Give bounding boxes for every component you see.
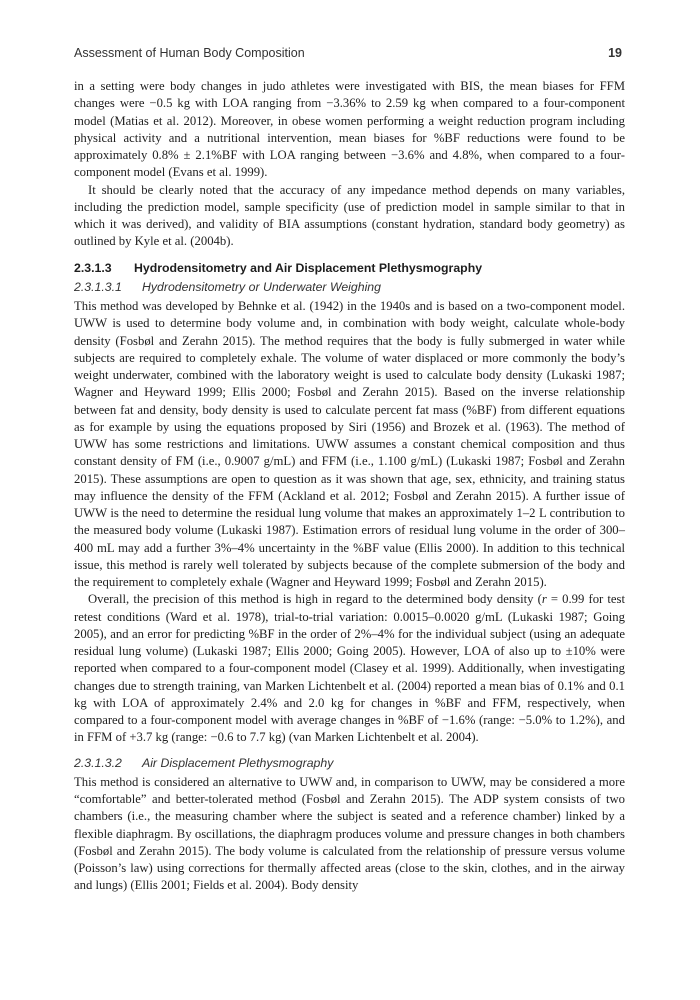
- running-header: [74, 46, 622, 60]
- running-title: Assessment of Human Body Composition: [74, 46, 305, 60]
- paragraph-text: Overall, the precision of this method is high in regard to the determined body density (: [88, 592, 542, 607]
- subsection-number: 2.3.1.3.2: [74, 755, 122, 770]
- subsection-title: Air Displacement Plethysmography: [142, 755, 334, 770]
- paragraph-accuracy-note: It should be clearly noted that the accuracy of any impedance method depends on many variables, including the prediction model, sample specificity (use of prediction model in sample similar to that in which it was derived), and validity of BIA assumptions (constant hydration, standard body geometry) as outlined by Kyle et al. (2004b).: [74, 182, 625, 249]
- subsection-heading-adp: [74, 755, 625, 772]
- paragraph-uww-method: This method was developed by Behnke et al. (1942) in the 1940s and is based on a two-component model. UWW is used to determine body volume and, in combination with body weight, calculate whole-body density (Fosbøl and Zerahn 2015). The method requires that the body is fully submerged in water while subjects are required to completely exhale. The volume of water displaced or more commonly the body’s weight underwater, combined with the laboratory weight is used to calculate body density (Lukaski 1987; Wagner and Heyward 1999; Ellis 2000; Fosbøl and Zerahn 2015). Based on the inverse relationship between fat and density, body density is used to calculate percent fat mass (%BF) from different equations as for example by using the equations proposed by Siri (1956) and Brozek et al. (1963). The method of UWW has some restrictions and limitations. UWW assumes a constant chemical composition and thus constant density of FM (i.e., 0.9007 g/mL) and FFM (i.e., 1.100 g/mL) (Lukaski 1987; Fosbøl and Zerahn 2015). These assumptions are open to question as it was shown that age, sex, ethnicity, and training status may influence the density of the FFM (Ackland et al. 2012; Fosbøl and Zerahn 2015). A further issue of UWW is the need to determine the residual lung volume that makes an approximately 1–2 L contribution to the measured body volume (Lukaski 1987). Estimation errors of residual lung volume in the order of 300–400 mL may add a further 3%–4% uncertainty in the %BF value (Ellis 2000). In addition to this technical issue, this method is rarely well tolerated by subjects because of the complete submersion of the body and the requirement to completely exhale (Wagner and Heyward 1999; Fosbøl and Zerahn 2015).: [74, 299, 625, 589]
- subsection-heading-uww: [74, 279, 625, 296]
- section-title: Hydrodensitometry and Air Displacement Plethysmography: [134, 260, 483, 275]
- page-number: 19: [608, 46, 622, 60]
- subsection-title: Hydrodensitometry or Underwater Weighing: [142, 279, 381, 294]
- body-text: [74, 78, 625, 895]
- paragraph-continued: in a setting were body changes in judo athletes were investigated with BIS, the mean biases for FFM changes were −0.5 kg with LOA ranging from −3.36% to 2.59 kg when compared to a four-component model (Matias et al. 2012). Moreover, in obese women performing a weight reduction program including physical activity and a nutritional intervention, mean biases for %BF reductions were found to be approximately 0.8% ± 2.1%BF with LOA ranging between −3.6% and 4.8%, when compared to a four-component model (Evans et al. 1999).: [74, 79, 625, 180]
- italic-variable: r: [541, 592, 547, 607]
- paragraph-adp-method: This method is considered an alternative to UWW and, in comparison to UWW, may be considered a more “comfortable” and better-tolerated method (Fosbøl and Zerahn 2015). The ADP system consists of two chambers (i.e., the measuring chamber where the subject is seated and a reference chamber) linked by a flexible diaphragm. By oscillations, the diaphragm produces volume and pressure changes in both chambers (Fosbøl and Zerahn 2015). The body volume is calculated from the relationship of pressure versus volume (Poisson’s law) using corrections for thermally affected areas (close to the skin, clothes, and in the airway and lungs) (Ellis 2001; Fields et al. 2004). Body density: [74, 774, 625, 893]
- section-heading: [74, 260, 625, 277]
- paragraph-text: = 0.99 for test retest conditions (Ward et al. 1978), trial-to-trial variation: 0.0015–0.0020 g/mL (Lukaski 1987; Going 2005), and an error for predicting %BF in the order of 2%–4% for the individual subject (using an adequate residual lung volume) (Lukaski 1987; Ellis 2000; Going 2005). However, LOA of also up to ±10% were reported when compared to a four-component model (Clasey et al. 1999). Additionally, when investigating changes due to strength training, van Marken Lichtenbelt et al. (2004) reported a mean bias of 0.1% and 0.1 kg with LOA of approximately 2.4% and 2.0 kg for changes in %BF and FFM, respectively, when compared to a four-component model with average changes in %BF of −1.6% (range: −5.0% to 1.2%), and in FFM of +3.7 kg (range: −0.6 to 7.7 kg) (van Marken Lichtenbelt et al. 2004).: [74, 592, 625, 745]
- section-number: 2.3.1.3: [74, 260, 112, 275]
- subsection-number: 2.3.1.3.1: [74, 279, 122, 294]
- paragraph-uww-precision: [74, 591, 625, 746]
